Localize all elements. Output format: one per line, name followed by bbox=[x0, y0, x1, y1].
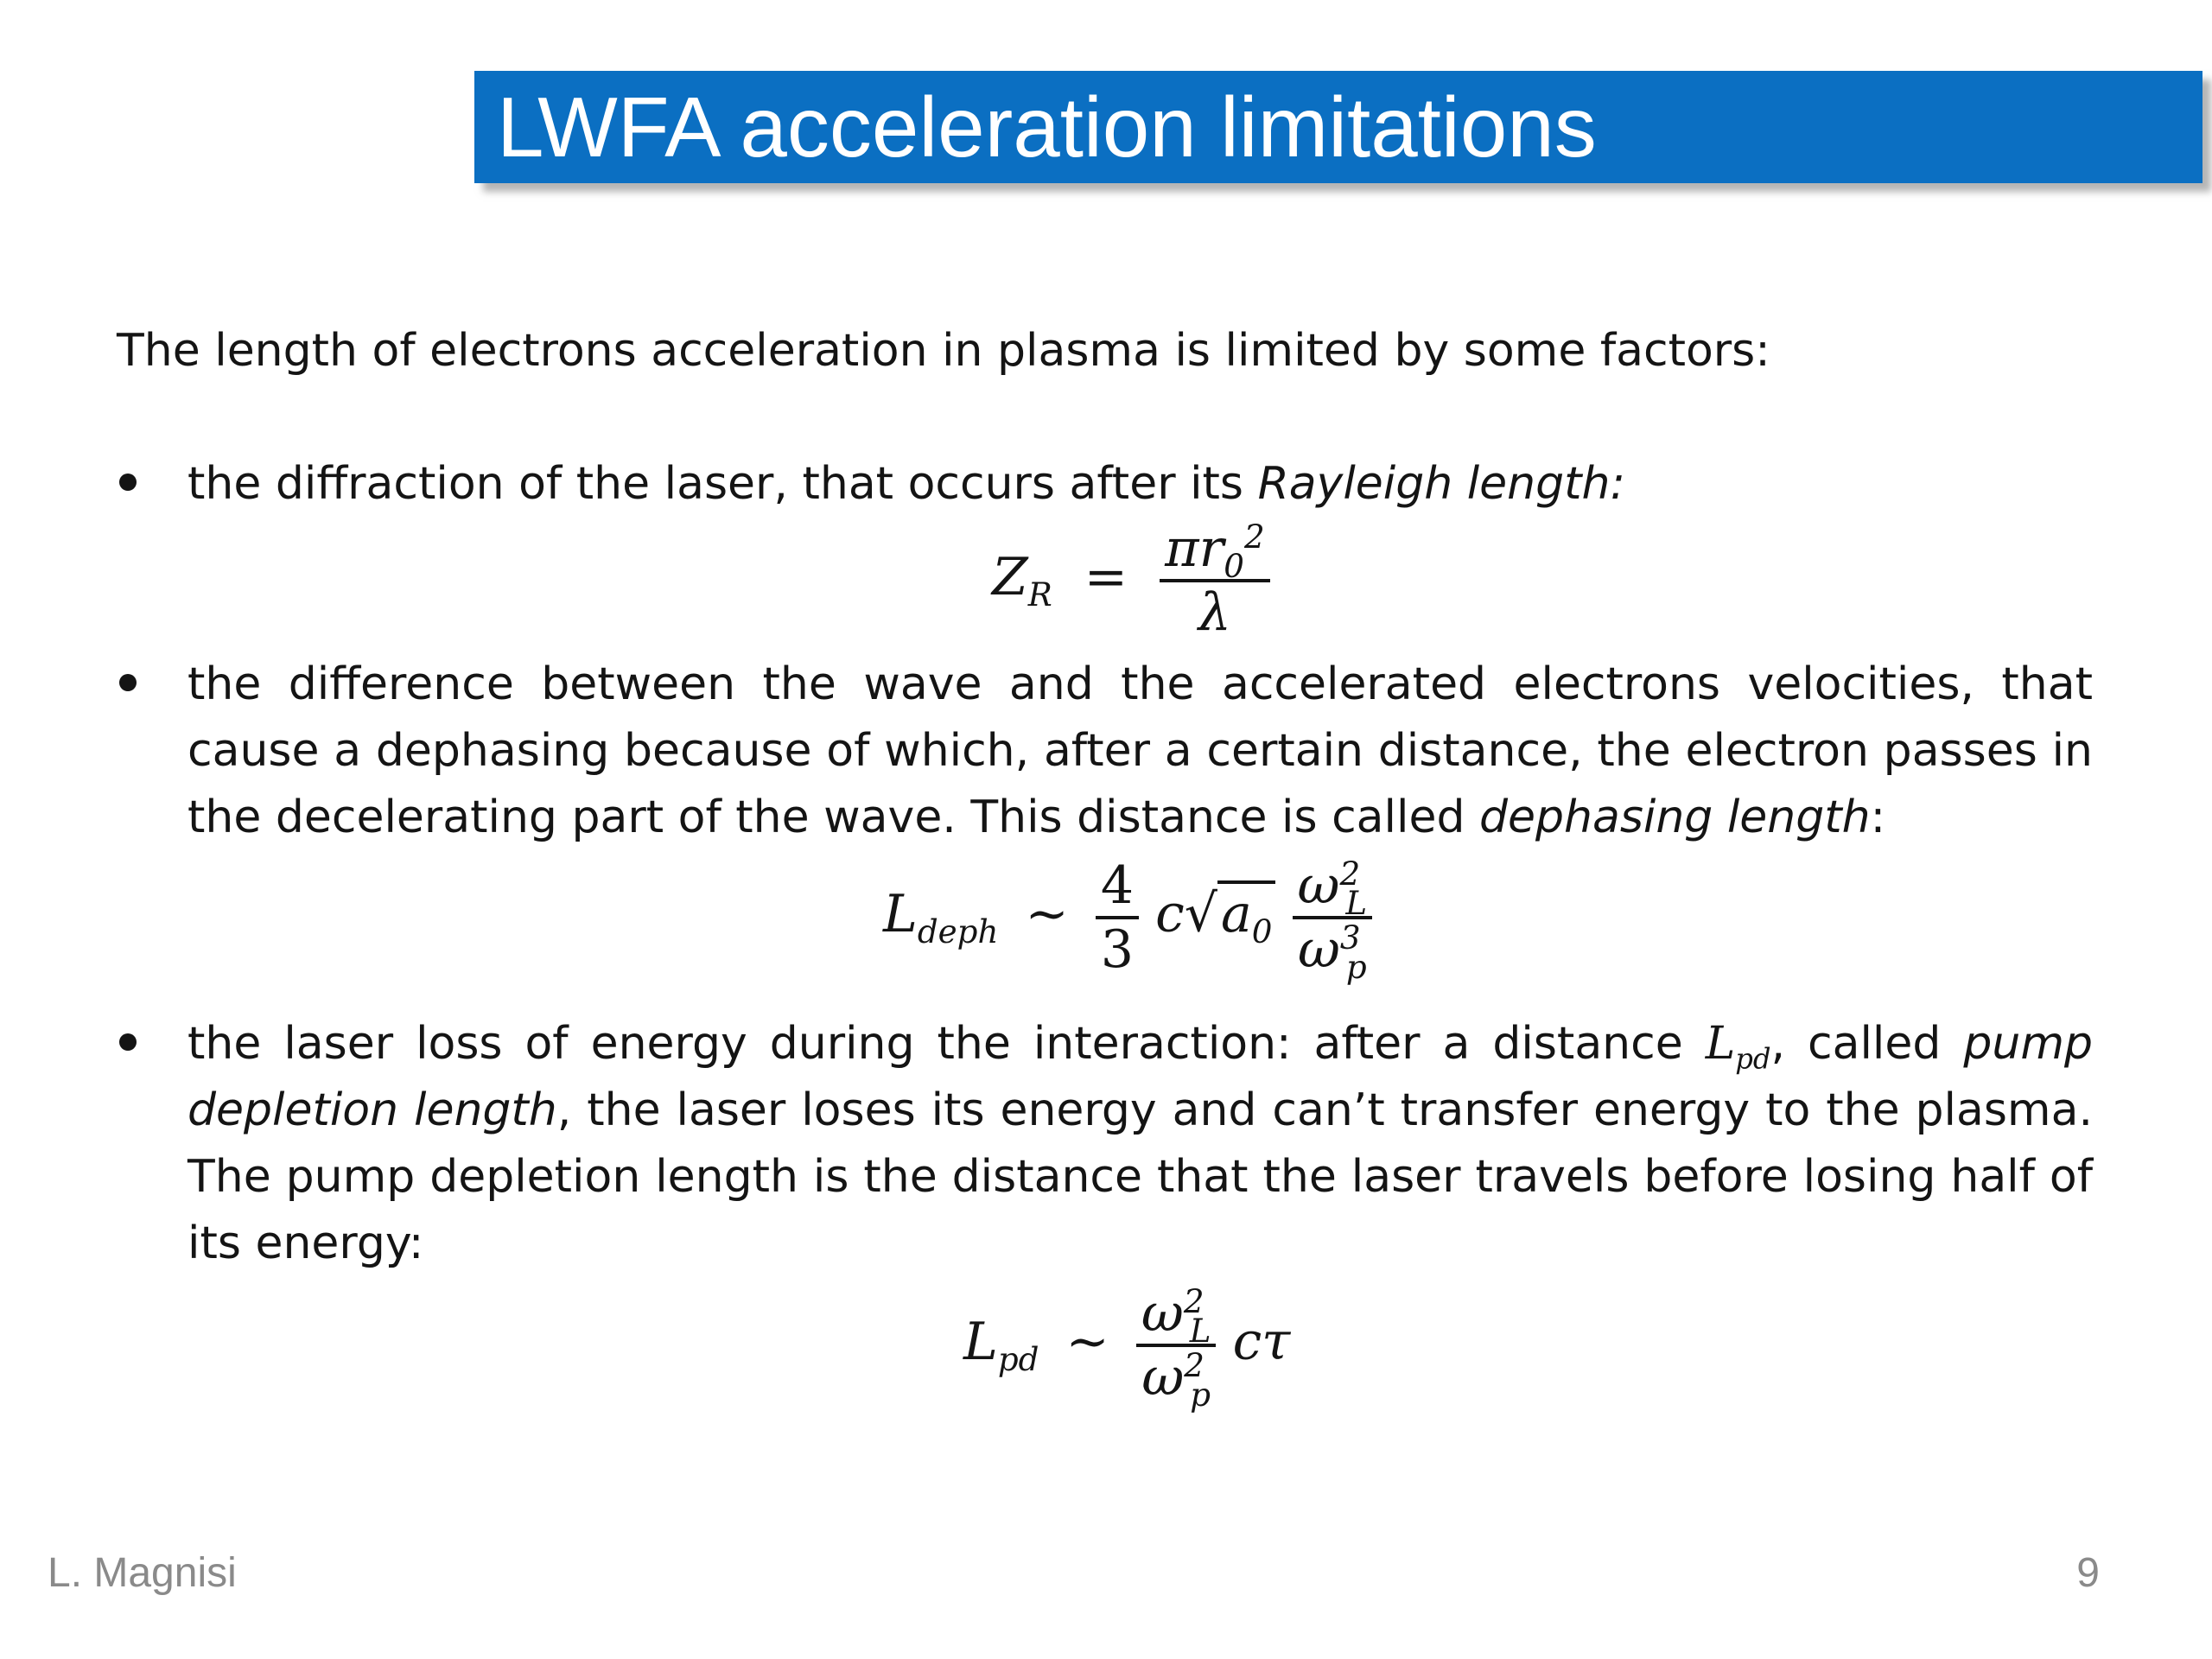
rayleigh-fraction bbox=[1160, 518, 1269, 643]
bullet-3-text bbox=[188, 1011, 2093, 1277]
bullet-dot-1 bbox=[119, 474, 137, 491]
page-number: 9 bbox=[2076, 1550, 2100, 1596]
pump-frequency-ratio: $\frac{\omega^2_L}{\omega^2_p}$ bbox=[1136, 1283, 1217, 1408]
title-banner bbox=[474, 71, 2202, 183]
bullet-2-emphasis: dephasing length bbox=[1478, 791, 1871, 843]
pump-lhs: $L_{pd}$ bbox=[963, 1311, 1039, 1378]
equation-pump-depletion-length bbox=[963, 1282, 1291, 1414]
bullet-3-emphasis: pump depletion length bbox=[188, 1018, 2093, 1136]
dephasing-relation: ~ bbox=[1025, 883, 1069, 944]
bullet-3-plain: the laser loss of energy during the interaction: after a distance bbox=[188, 1018, 1706, 1070]
dephasing-frequency-ratio: $\frac{\omega^2_L}{\omega^3_p}$ bbox=[1293, 855, 1373, 980]
intro-text: The length of electrons acceleration in plasma is limited by some factors: bbox=[117, 325, 1770, 377]
bullet-3-middle: , called bbox=[1770, 1018, 1964, 1070]
bullet-3-tail: , the laser loses its energy and can’t transfer energy to the plasma. The pump depletion length is the distance that the laser travels before losing half of its energy: bbox=[188, 1084, 2093, 1269]
dephasing-speed-of-light: c bbox=[1155, 883, 1185, 944]
bullet-3-symbol: $L_{pd}$ bbox=[1705, 1018, 1771, 1076]
bullet-2-tail: : bbox=[1870, 791, 1886, 843]
rayleigh-lhs: $Z_R$ bbox=[992, 546, 1052, 613]
bullet-dot-3 bbox=[119, 1033, 137, 1051]
dephasing-coefficient: $\frac{4}{3}$ bbox=[1096, 855, 1139, 980]
equation-dephasing-length bbox=[883, 855, 1372, 986]
dephasing-sqrt-argument: $a_0$ bbox=[1217, 880, 1275, 944]
bullet-1-emphasis: Rayleigh length: bbox=[1257, 458, 1625, 510]
rayleigh-numerator: $\pi r_0^2$ bbox=[1160, 518, 1269, 582]
bullet-2-text bbox=[188, 652, 2093, 851]
dephasing-lhs: $L_{deph}$ bbox=[883, 883, 999, 950]
sqrt-sign: √ bbox=[1184, 883, 1217, 944]
bullet-1-plain: the diffraction of the laser, that occurs after its bbox=[188, 458, 1258, 510]
bullet-2-plain: the difference between the wave and the accelerated electrons velocities, that cause a dephasing because of which, after a certain distance, the electron passes in the decelerating part of the wave. This distance is called bbox=[188, 658, 2093, 843]
slide-title: LWFA acceleration limitations bbox=[497, 79, 1597, 175]
bullet-dot-2 bbox=[119, 674, 137, 691]
footer-author: L. Magnisi bbox=[48, 1550, 237, 1596]
equation-rayleigh-length bbox=[992, 518, 1270, 643]
pump-relation: ~ bbox=[1065, 1311, 1109, 1372]
rayleigh-denominator: λ bbox=[1198, 582, 1231, 643]
pump-tail: cτ bbox=[1232, 1311, 1291, 1372]
rayleigh-relation: = bbox=[1084, 546, 1128, 607]
bullet-1-text bbox=[188, 451, 2093, 518]
